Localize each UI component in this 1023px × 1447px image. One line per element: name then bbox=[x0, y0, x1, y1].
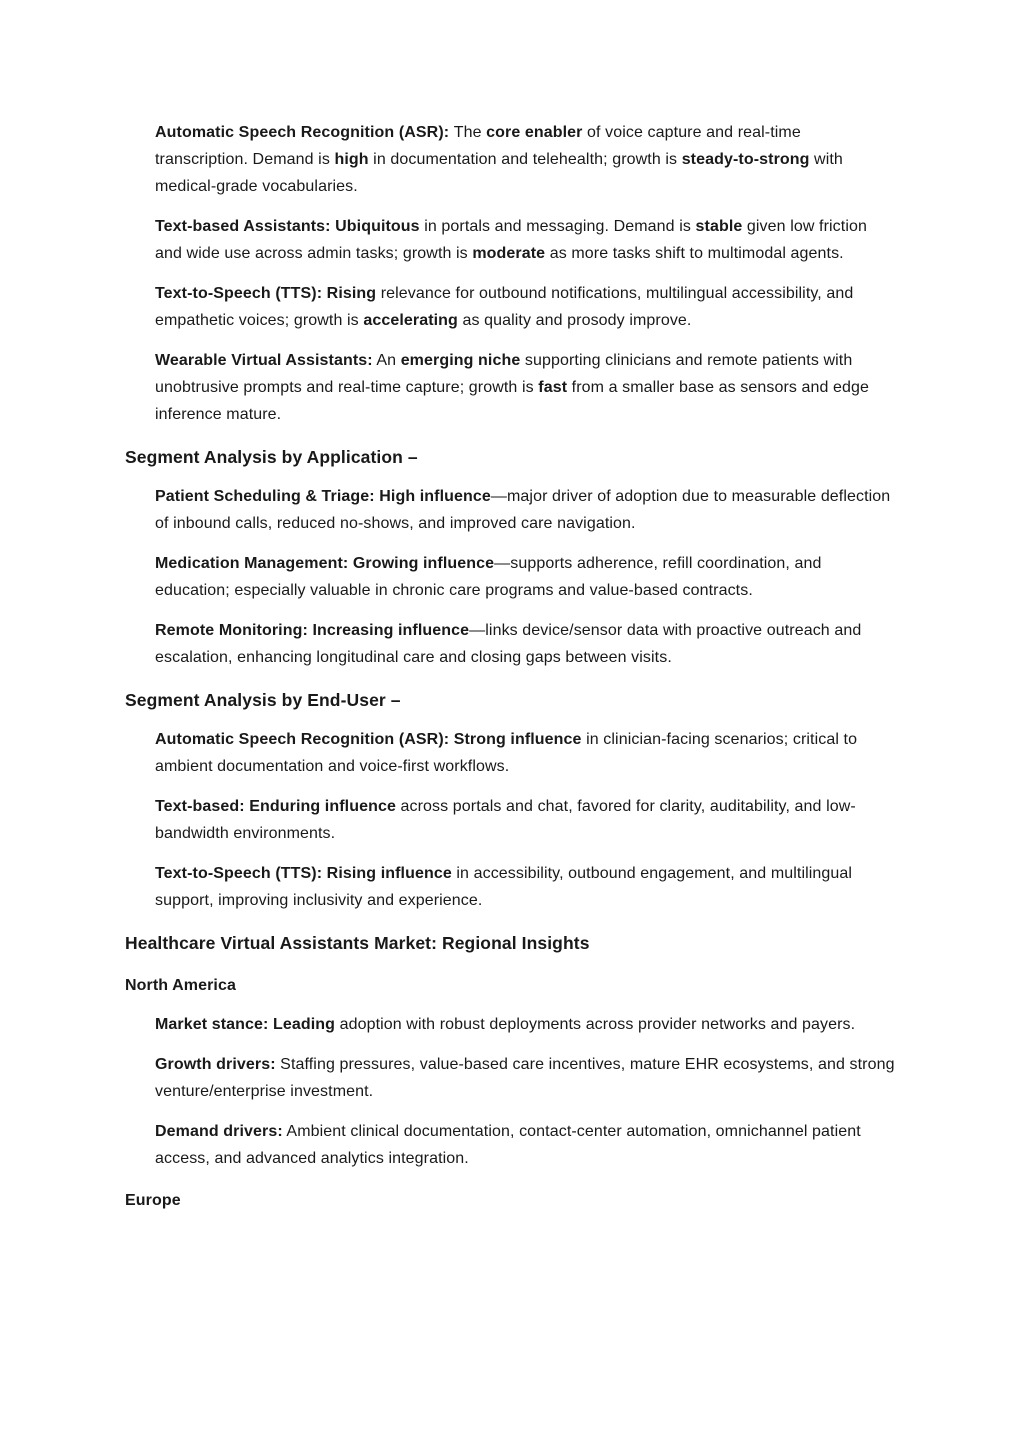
bold-text-run: Patient Scheduling & Triage: High influence bbox=[155, 488, 491, 505]
text-run: as more tasks shift to multimodal agents. bbox=[545, 245, 844, 262]
paragraph bbox=[155, 550, 897, 604]
bold-text-run: Demand drivers: bbox=[155, 1123, 283, 1140]
text-run: in documentation and telehealth; growth is bbox=[368, 151, 682, 168]
bold-text-run: moderate bbox=[472, 245, 546, 262]
paragraph bbox=[155, 213, 897, 267]
paragraph bbox=[155, 793, 897, 847]
paragraph bbox=[155, 860, 897, 914]
section-heading bbox=[125, 929, 897, 957]
paragraph bbox=[155, 119, 897, 200]
paragraph bbox=[155, 483, 897, 537]
document-content bbox=[125, 0, 897, 1226]
bold-text-run: Text-to-Speech (TTS): Rising bbox=[155, 285, 377, 302]
paragraph bbox=[155, 1011, 897, 1038]
bold-text-run: Segment Analysis by Application – bbox=[125, 447, 418, 467]
bold-text-run: high bbox=[334, 151, 369, 168]
bold-text-run: fast bbox=[538, 379, 568, 396]
bold-text-run: Growth drivers: bbox=[155, 1056, 276, 1073]
bold-text-run: Europe bbox=[125, 1192, 181, 1209]
text-run: —major driver of adoption due to measurable deflection of inbound calls, reduced no-shows, and improved care navigation. bbox=[155, 488, 891, 532]
bold-text-run: Medication Management: Growing influence bbox=[155, 555, 495, 572]
paragraph bbox=[155, 1118, 897, 1172]
paragraph bbox=[155, 280, 897, 334]
text-run: —links device/sensor data with proactive outreach and escalation, enhancing longitudinal care and closing gaps between visits. bbox=[155, 622, 862, 666]
text-run: with medical-grade vocabularies. bbox=[155, 151, 843, 195]
bold-text-run: Automatic Speech Recognition (ASR): Strong influence bbox=[155, 731, 582, 748]
region-heading bbox=[125, 1187, 897, 1214]
region-heading bbox=[125, 972, 897, 999]
bold-text-run: accelerating bbox=[363, 312, 458, 329]
text-run: supporting clinicians and remote patients with unobtrusive prompts and real-time capture; growth is bbox=[155, 352, 853, 396]
text-run: Ambient clinical documentation, contact-center automation, omnichannel patient access, and advanced analytics integration. bbox=[155, 1123, 861, 1167]
bold-text-run: emerging niche bbox=[400, 352, 521, 369]
text-run: Staffing pressures, value-based care incentives, mature EHR ecosystems, and strong venture/enterprise investment. bbox=[155, 1056, 895, 1100]
paragraph bbox=[155, 347, 897, 428]
text-run: —supports adherence, refill coordination, and education; especially valuable in chronic care programs and value-based contracts. bbox=[155, 555, 822, 599]
bold-text-run: Remote Monitoring: Increasing influence bbox=[155, 622, 470, 639]
bold-text-run: Market stance: Leading bbox=[155, 1016, 336, 1033]
text-run: relevance for outbound notifications, multilingual accessibility, and empathetic voices; growth is bbox=[155, 285, 854, 329]
text-run: in accessibility, outbound engagement, and multilingual support, improving inclusivity and experience. bbox=[155, 865, 853, 909]
text-run: An bbox=[372, 352, 401, 369]
bold-text-run: Segment Analysis by End-User – bbox=[125, 690, 401, 710]
paragraph bbox=[155, 617, 897, 671]
bold-text-run: Automatic Speech Recognition (ASR): bbox=[155, 124, 454, 141]
section-heading bbox=[125, 686, 897, 714]
bold-text-run: Text-based: Enduring influence bbox=[155, 798, 396, 815]
bold-text-run: Healthcare Virtual Assistants Market: Regional Insights bbox=[125, 933, 590, 953]
text-run: given low friction and wide use across admin tasks; growth is bbox=[155, 218, 867, 262]
text-run: as quality and prosody improve. bbox=[457, 312, 692, 329]
text-run: The bbox=[453, 124, 487, 141]
section-heading bbox=[125, 443, 897, 471]
text-run: of voice capture and real-time transcription. Demand is bbox=[155, 124, 801, 168]
bold-text-run: steady-to-strong bbox=[681, 151, 810, 168]
paragraph bbox=[155, 1051, 897, 1105]
paragraph bbox=[155, 726, 897, 780]
text-run: across portals and chat, favored for clarity, auditability, and low-bandwidth environments. bbox=[155, 798, 856, 842]
text-run: in clinician-facing scenarios; critical to ambient documentation and voice-first workflows. bbox=[155, 731, 858, 775]
bold-text-run: stable bbox=[695, 218, 743, 235]
bold-text-run: core enabler bbox=[486, 124, 583, 141]
text-run: adoption with robust deployments across provider networks and payers. bbox=[335, 1016, 856, 1033]
text-run: from a smaller base as sensors and edge inference mature. bbox=[155, 379, 870, 423]
bold-text-run: Text-based Assistants: Ubiquitous bbox=[155, 218, 420, 235]
bold-text-run: Text-to-Speech (TTS): Rising influence bbox=[155, 865, 452, 882]
bold-text-run: North America bbox=[125, 977, 236, 994]
bold-text-run: Wearable Virtual Assistants: bbox=[155, 352, 373, 369]
text-run: in portals and messaging. Demand is bbox=[419, 218, 696, 235]
